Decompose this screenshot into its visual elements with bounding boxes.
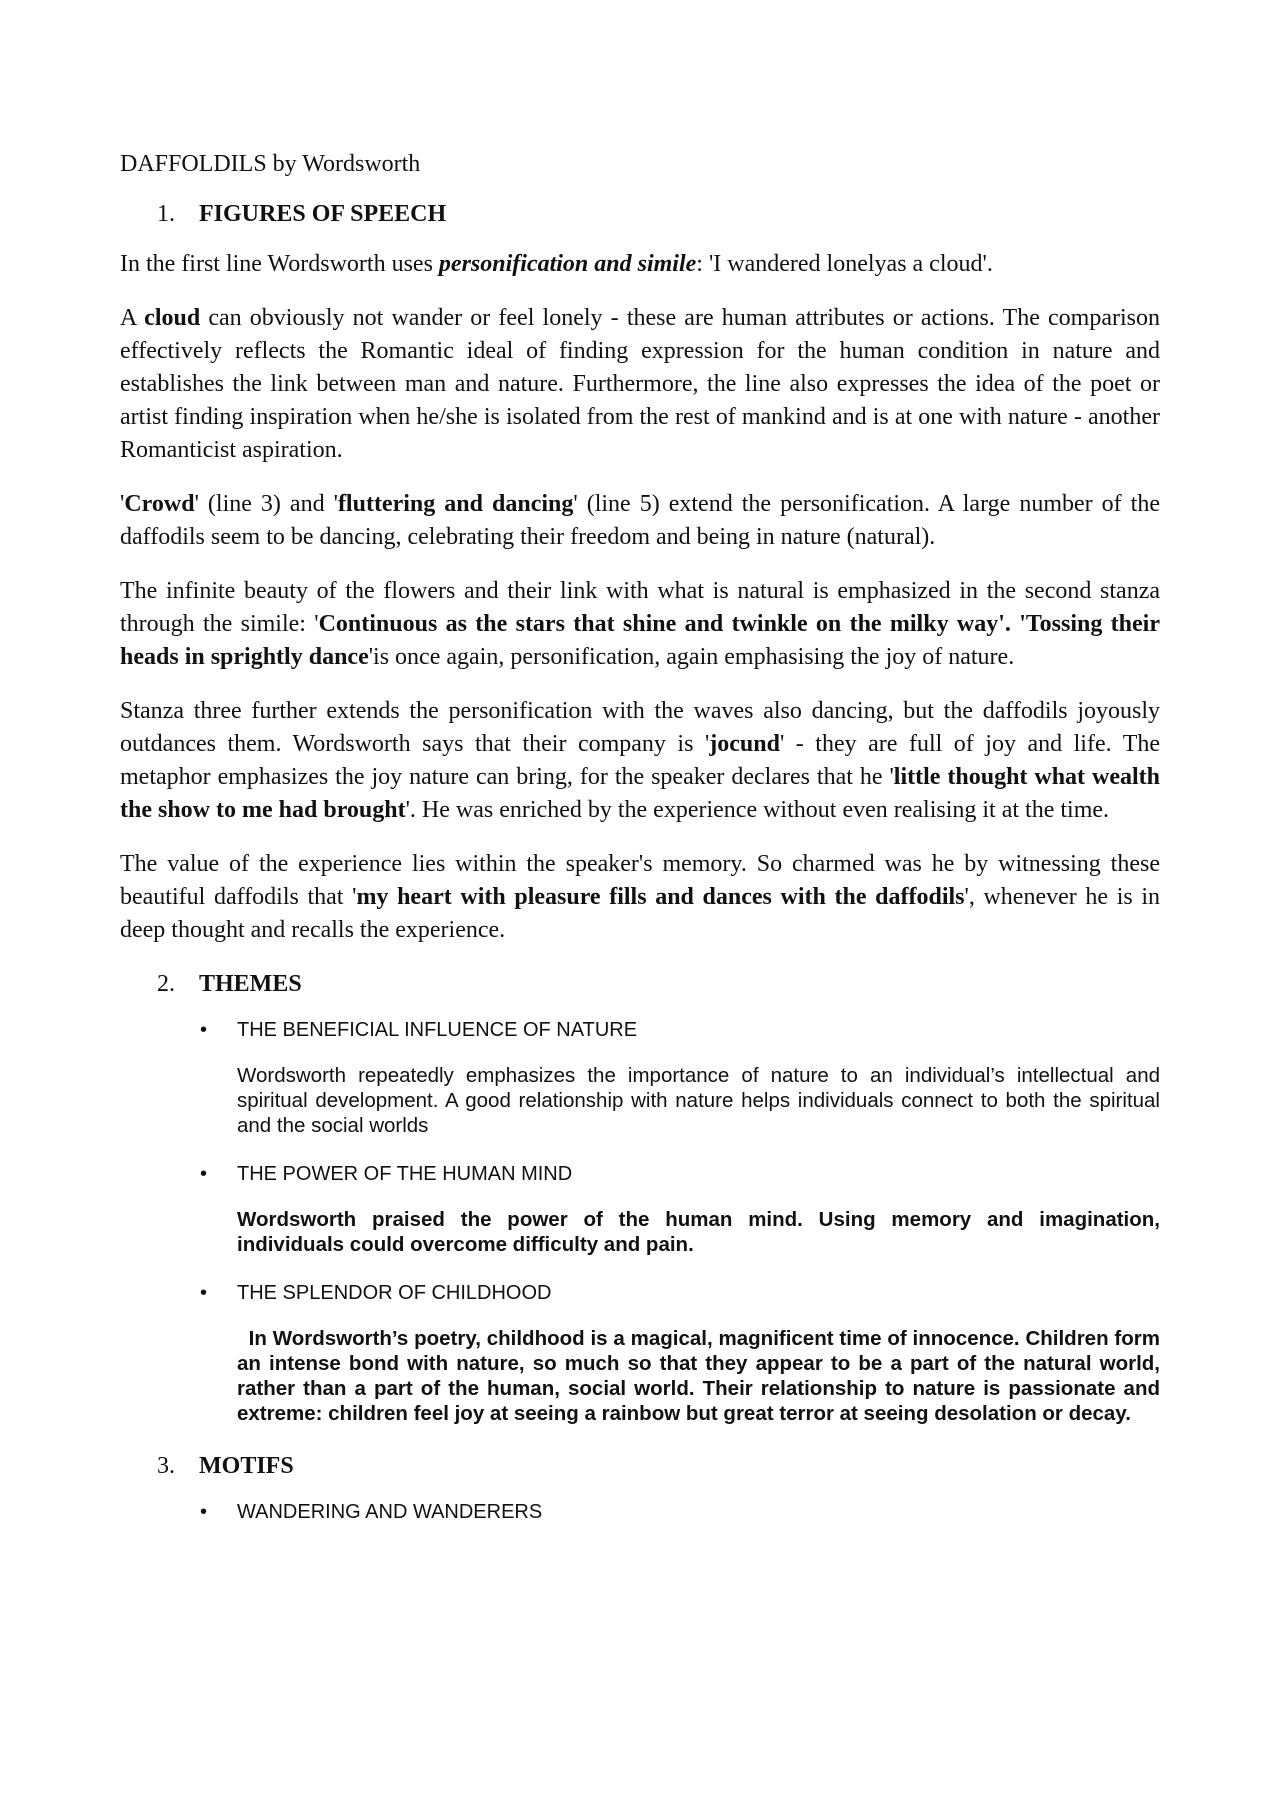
text-run: In the first line Wordsworth uses — [120, 251, 439, 277]
text-run: The infinite beauty of the flowers and their link with what is natural is emphasized in the second stanza through the simile: ' — [120, 578, 1160, 637]
theme-description: Wordsworth repeatedly emphasizes the importance of nature to an individual’s intellectual and spiritual development. A good relationship with nature helps individuals connect to both the spiritual and the social worlds — [237, 1064, 1160, 1137]
theme-description: In Wordsworth’s poetry, childhood is a magical, magnificent time of innocence. Children form an intense bond with nature, so much so that they appear to be a part of the natural world, rather than a part of the human, social world. Their relationship to nature is passionate and extreme: children feel joy at seeing a rainbow but great terror at seeing desolation or decay. — [237, 1327, 1166, 1425]
emphasis-text: Crowd — [124, 491, 195, 517]
text-run: : 'I wandered lonelyas a cloud'. — [696, 251, 993, 277]
paragraph-4 — [120, 575, 1160, 674]
text-run: can obviously not wander or feel lonely - these are human attributes or actions. The comparison effectively reflects the Romantic ideal of finding expression for the human condition in nature and establishes the link between man and nature. Furthermore, the line also expresses the idea of the poet or artist finding inspiration when he/she is isolated from the rest of mankind and is at one with nature - another Romanticist aspiration. — [120, 305, 1160, 463]
emphasis-text: fluttering and dancing — [337, 491, 574, 517]
emphasis-text: cloud — [144, 305, 201, 331]
text-run: '. He was enriched by the experience without even realising it at the time. — [405, 797, 1110, 823]
bullet-icon: • — [200, 1163, 208, 1185]
document-title: DAFFOLDILS by Wordsworth — [120, 151, 421, 177]
paragraph-3 — [120, 488, 1160, 554]
text-run: ' (line 5) extend the personification. A large number of the daffodils seem to be dancing, celebrating their freedom and being in nature (natural). — [120, 491, 1160, 550]
theme-item-human-mind — [120, 1162, 1160, 1186]
section-number: 2. — [157, 971, 175, 997]
emphasis-text: little thought what wealth the show to me had brought — [120, 764, 1160, 823]
section-title: FIGURES OF SPEECH — [199, 201, 447, 227]
text-run: ', whenever he is in deep thought and recalls the experience. — [120, 884, 1161, 943]
text-run: ' (line 3) and ' — [194, 491, 338, 517]
text-run: A — [120, 305, 145, 331]
section-heading-motifs — [120, 1450, 1160, 1483]
emphasis-text: jocund — [709, 731, 780, 757]
section-heading-figures — [120, 198, 1160, 231]
paragraph-6 — [120, 848, 1160, 947]
text-run: ' — [120, 491, 125, 517]
section-heading-themes — [120, 968, 1160, 1001]
section-title: MOTIFS — [199, 1453, 294, 1479]
motif-title: WANDERING AND WANDERERS — [237, 1501, 543, 1523]
section-number: 1. — [157, 201, 175, 227]
theme-title: THE BENEFICIAL INFLUENCE OF NATURE — [237, 1019, 638, 1041]
bullet-icon: • — [200, 1501, 208, 1523]
theme-item-childhood — [120, 1281, 1160, 1305]
paragraph-5 — [120, 695, 1160, 827]
emphasis-text: personification and simile — [438, 251, 697, 277]
paragraph-1 — [120, 248, 1160, 281]
document-page — [120, 148, 1166, 1545]
section-number: 3. — [157, 1453, 175, 1479]
section-title: THEMES — [199, 971, 302, 997]
theme-item-nature — [120, 1018, 1160, 1042]
theme-title: THE SPLENDOR OF CHILDHOOD — [237, 1282, 552, 1304]
motif-item-wandering — [120, 1500, 1160, 1524]
emphasis-text: my heart with pleasure fills and dances with the daffodils — [356, 884, 965, 910]
text-run: Stanza three further extends the personification with the waves also dancing, but the daffodils joyously outdances them. Wordsworth says that their company is ' — [120, 698, 1160, 757]
text-run: 'is once again, personification, again emphasising the joy of nature. — [368, 644, 1015, 670]
text-run: The value of the experience lies within the speaker's memory. So charmed was he by witnessing these beautiful daffodils that ' — [120, 851, 1160, 910]
theme-description: Wordsworth praised the power of the human mind. Using memory and imagination, individuals could overcome difficulty and pain. — [237, 1208, 1160, 1256]
text-run: ' - they are full of joy and life. The metaphor emphasizes the joy nature can bring, for the speaker declares that he ' — [120, 731, 1161, 790]
paragraph-2 — [120, 302, 1160, 467]
bullet-icon: • — [200, 1019, 208, 1041]
emphasis-text: Continuous as the stars that shine and twinkle on the milky way'. 'Tossing their heads in sprightly dance — [120, 611, 1160, 670]
theme-title: THE POWER OF THE HUMAN MIND — [237, 1163, 573, 1185]
bullet-icon: • — [200, 1282, 208, 1304]
